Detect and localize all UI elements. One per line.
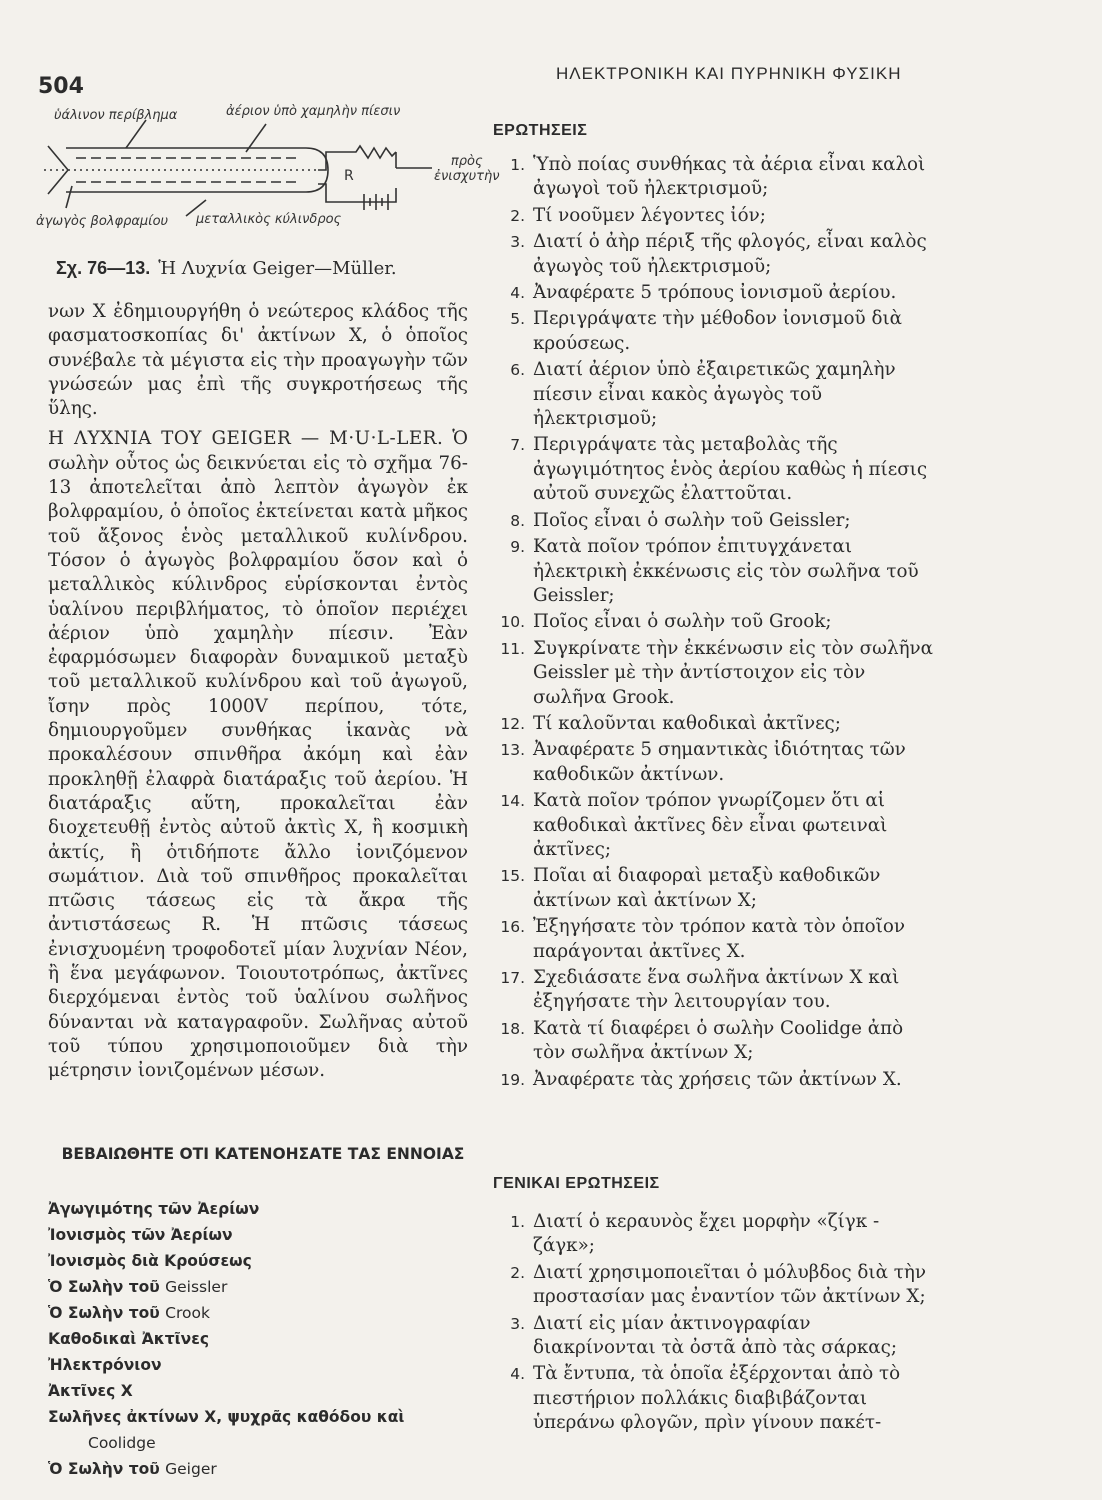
question-number: 13. [500, 741, 525, 760]
question-text: Ὑπὸ ποίας συνθήκας τὰ ἀέρια εἶναι καλοὶ ἀγωγοὶ τοῦ ἠλεκτρισμοῦ; [533, 154, 926, 200]
question-item [493, 153, 933, 202]
question-number: 18. [500, 1019, 525, 1038]
question-text: Διατί ἀέριον ὑπὸ ἐξαιρετικῶς χαμηλὴν πίεσιν εἶναι κακὸς ἀγωγὸς τοῦ ἠλεκτρισμοῦ; [533, 359, 896, 430]
question-item [493, 1261, 933, 1310]
question-number: 2. [510, 206, 525, 225]
question-number: 16. [500, 918, 525, 937]
question-number: 1. [510, 156, 525, 174]
question-number: 17. [500, 969, 525, 987]
question-item [493, 204, 933, 228]
question-item [493, 1017, 933, 1066]
question-item [493, 966, 933, 1015]
list-item: Ὁ Σωλὴν τοῦ Crook [48, 1304, 210, 1322]
question-text: Τί νοοῦμεν λέγοντες ἰόν; [533, 204, 766, 226]
question-number: 4. [510, 1365, 525, 1384]
label-metal-cylinder: μεταλλικὸς κύλινδρος [196, 212, 342, 227]
list-item: Ἰονισμὸς τῶν Ἀερίων [48, 1226, 233, 1244]
geiger-tube-figure [36, 104, 500, 232]
paragraph-body: Ὁ σωλὴν οὗτος ὡς δεικνύεται εἰς τὸ σχῆμα 76-13 ἀποτελεῖται ἀπὸ λεπτὸν ἀγωγὸν ἐκ βολφραμίου, ὁ ὁποῖος ἐκτείνεται κατὰ μῆκος τοῦ ἄξονος ἑνὸς μεταλλικοῦ κυλίνδρου. Τόσον ὁ ἀγωγὸς βολφραμίου ὅσον καὶ ὁ μεταλλικὸς κύλινδρος εὑρίσκονται ἐντὸς ὑαλίνου περιβλήματος, τὸ ὁποῖον περιέχει ἀέριον ὑπὸ χαμηλὴν πίεσιν. Ἐὰν ἐφαρμόσωμεν διαφορὰν δυναμικοῦ μεταξὺ τοῦ μεταλλικοῦ κυλίνδρου καὶ τοῦ ἀγωγοῦ, ἴσην πρὸς 1000V περίπου, τότε, δημιουργοῦμεν συνθήκας ἱκανὰς νὰ προκαλέσουν σπινθῆρα ἀκόμη καὶ ἐὰν προκληθῇ ἐλαφρὰ διατάραξις τοῦ ἀερίου. Ἡ διατάραξις αὕτη, προκαλεῖται ἐὰν διοχετευθῇ ἐντὸς αὐτοῦ ἀκτὶς Χ, ἢ κοσμικὴ ἀκτίς, ἢ ὁτιδήποτε ἄλλο ἰονιζόμενον σωμάτιον. Διὰ τοῦ σπινθῆρος προκαλεῖται πτῶσις τάσεως εἰς τὰ ἄκρα τῆς ἀντιστάσεως R. Ἡ πτῶσις τάσεως ἐνισχυομένη τροφοδοτεῖ μίαν λυχνίαν Νέον, ἢ ἕνα μεγάφωνον. Τοιουτοτρόπως, ἀκτῖνες διερχόμεναι ἐντὸς τοῦ ὑαλίνου σωλῆνος δύνανται νὰ καταγραφοῦν. Σωλῆνας αὐτοῦ τοῦ τύπου χρησιμοποιοῦμεν διὰ τὴν μέτρησιν ἰονιζομένων μέσων. [48, 428, 468, 1082]
question-number: 19. [500, 1070, 525, 1089]
question-item [493, 712, 933, 736]
question-text: Τὰ ἔντυπα, τὰ ὁποῖα ἐξέρχονται ἀπὸ τὸ πιεστήριον πολλάκις διαβιβάζονται ὑπεράνω φλογῶν, πρὶν γίνουν πακέτ- [533, 1363, 901, 1434]
paragraph [48, 427, 468, 1083]
label-resistor: R [344, 168, 354, 184]
question-item [493, 1362, 933, 1435]
question-text: Τί καλοῦνται καθοδικαὶ ἀκτῖνες; [533, 712, 841, 734]
general-questions-heading: ΓΕΝΙΚΑΙ ΕΡΩΤΗΣΕΙΣ [493, 1175, 660, 1192]
question-item [493, 509, 933, 533]
concepts-list [48, 1196, 488, 1482]
list-item: Ἀγωγιμότης τῶν Ἀερίων [48, 1200, 260, 1218]
question-number: 1. [510, 1213, 525, 1231]
question-item [493, 1312, 933, 1361]
question-number: 2. [510, 1263, 525, 1282]
question-number: 15. [500, 867, 525, 886]
question-item [493, 738, 933, 787]
question-text: Ποῖος εἶναι ὁ σωλὴν τοῦ Geissler; [533, 509, 851, 531]
question-number: 12. [500, 714, 525, 733]
label-low-pressure-gas: ἀέριον ὑπὸ χαμηλὴν πίεσιν [226, 104, 401, 119]
question-number: 3. [510, 1314, 525, 1333]
question-number: 5. [510, 310, 525, 329]
question-number: 3. [510, 233, 525, 252]
question-item [493, 281, 933, 305]
question-item [493, 358, 933, 431]
list-item: Καθοδικαὶ Ἀκτῖνες [48, 1330, 210, 1348]
list-item: Ὁ Σωλὴν τοῦ Geiger [48, 1460, 217, 1478]
question-text: Ἀναφέρατε τὰς χρήσεις τῶν ἀκτίνων Χ. [533, 1068, 902, 1090]
question-text: Διατί χρησιμοποιεῖται ὁ μόλυβδος διὰ τὴν προστασίαν μας ἐναντίον τῶν ἀκτίνων Χ; [533, 1261, 926, 1308]
question-text: Κατὰ ποῖον τρόπον ἐπιτυγχάνεται ἠλεκτρικὴ ἐκκένωσις εἰς τὸν σωλῆνα τοῦ Geissler; [533, 536, 919, 606]
question-item [493, 864, 933, 913]
label-glass-envelope: ὑάλινον περίβλημα [54, 108, 178, 123]
question-text: Περιγράψατε τὴν μέθοδον ἰονισμοῦ διὰ κρούσεως. [533, 308, 902, 354]
question-text: Περιγράψατε τὰς μεταβολὰς τῆς ἀγωγιμότητος ἑνὸς ἀερίου καθὼς ἡ πίεσις αὐτοῦ συνεχῶς ἐλαττοῦται. [533, 434, 928, 505]
list-item: Ἰονισμὸς διὰ Κρούσεως [48, 1252, 252, 1270]
question-text: Διατί ὁ ἀὴρ πέριξ τῆς φλογός, εἶναι καλὸς ἀγωγὸς τοῦ ἠλεκτρισμοῦ; [533, 231, 927, 277]
question-number: 7. [510, 436, 525, 455]
questions-list [493, 153, 933, 1094]
question-text: Σχεδιάσατε ἕνα σωλῆνα ἀκτίνων Χ καὶ ἐξηγήσατε τὴν λειτουργίαν του. [533, 967, 900, 1013]
left-column-text [48, 300, 468, 1084]
question-item [493, 610, 933, 634]
list-item: Ἀκτῖνες Χ [48, 1382, 133, 1400]
question-number: 8. [510, 511, 525, 530]
question-text: Κατὰ τί διαφέρει ὁ σωλὴν Coolidge ἀπὸ τὸν σωλῆνα ἀκτίνων Χ; [533, 1017, 904, 1064]
list-item: Ὁ Σωλὴν τοῦ Geissler [48, 1278, 228, 1296]
question-item [493, 433, 933, 506]
question-item [493, 789, 933, 862]
cylinder-outline [76, 158, 298, 182]
question-item [493, 535, 933, 608]
questions-heading: ΕΡΩΤΗΣΕΙΣ [493, 122, 588, 139]
resistor-zigzag [348, 146, 396, 158]
page-number: 504 [38, 74, 84, 99]
label-to-amplifier: πρὸς ἐνισχυτὴν [434, 154, 500, 184]
paragraph: νων Χ ἐδημιουργήθη ὁ νεώτερος κλάδος τῆς φασματοσκοπίας δι' ἀκτίνων Χ, ὁ ὁποῖος συνέβαλε τὰ μέγιστα εἰς τὴν προαγωγὴν τῶν γνώσεών μας ἐπὶ τῆς συγκροτήσεως τῆς ὕλης. [48, 301, 468, 420]
question-text: Ἀναφέρατε 5 τρόπους ἰονισμοῦ ἀερίου. [533, 282, 897, 304]
question-number: 10. [500, 613, 525, 632]
question-text: Ποῖαι αἱ διαφοραὶ μεταξὺ καθοδικῶν ἀκτίνων καὶ ἀκτίνων Χ; [533, 865, 881, 911]
list-item: Ἠλεκτρόνιον [48, 1356, 162, 1374]
question-item [493, 230, 933, 279]
question-item [493, 1068, 933, 1092]
question-number: 14. [500, 792, 525, 811]
question-number: 6. [510, 361, 525, 380]
question-number: 4. [510, 284, 525, 303]
question-text: Διατί εἰς μίαν ἀκτινογραφίαν διακρίνονται τὰ ὀστᾶ ἀπὸ τὰς σάρκας; [533, 1312, 897, 1359]
question-text: Κατὰ ποῖον τρόπον γνωρίζομεν ὅτι αἱ καθοδικαὶ ἀκτῖνες δὲν εἶναι φωτειναὶ ἀκτῖνες; [533, 790, 888, 860]
question-item [493, 1210, 933, 1259]
question-item [493, 915, 933, 964]
figure-caption: Σχ. 76—13. Ἡ Λυχνία Geiger—Müller. [56, 258, 397, 279]
section-title: Η ΛΥΧΝΙΑ ΤΟΥ GEIGER — M·U·L-LER. [48, 428, 444, 450]
question-text: Ποῖος εἶναι ὁ σωλὴν τοῦ Grook; [533, 611, 832, 633]
general-questions-list [493, 1210, 933, 1438]
question-number: 11. [500, 639, 525, 658]
concepts-heading: ΒΕΒΑΙΩΘΗΤΕ ΟΤΙ ΚΑΤΕΝΟΗΣΑΤΕ ΤΑΣ ΕΝΝΟΙΑΣ [61, 1145, 465, 1163]
list-item: Σωλῆνες ἀκτίνων Χ, ψυχρᾶς καθόδου καὶ [48, 1408, 405, 1426]
question-text: Ἀναφέρατε 5 σημαντικὰς ἰδιότητας τῶν καθοδικῶν ἀκτίνων. [533, 739, 906, 785]
question-text: Ἐξηγήσατε τὸν τρόπον κατὰ τὸν ὁποῖον παράγονται ἀκτῖνες Χ. [533, 916, 905, 962]
question-text: Διατί ὁ κεραυνὸς ἔχει μορφὴν «ζίγκ - ζάγκ»; [533, 1211, 880, 1257]
label-tungsten-wire: ἀγωγὸς βολφραμίου [36, 214, 169, 229]
question-item [493, 637, 933, 710]
question-number: 9. [510, 538, 525, 557]
question-item [493, 307, 933, 356]
list-item: Coolidge [88, 1434, 156, 1452]
running-head: ΗΛΕΚΤΡΟΝΙΚΗ ΚΑΙ ΠΥΡΗΝΙΚΗ ΦΥΣΙΚΗ [556, 64, 902, 83]
question-text: Συγκρίνατε τὴν ἐκκένωσιν εἰς τὸν σωλῆνα Geissler μὲ τὴν ἀντίστοιχον εἰς τὸν σωλῆνα Grook. [533, 637, 933, 708]
